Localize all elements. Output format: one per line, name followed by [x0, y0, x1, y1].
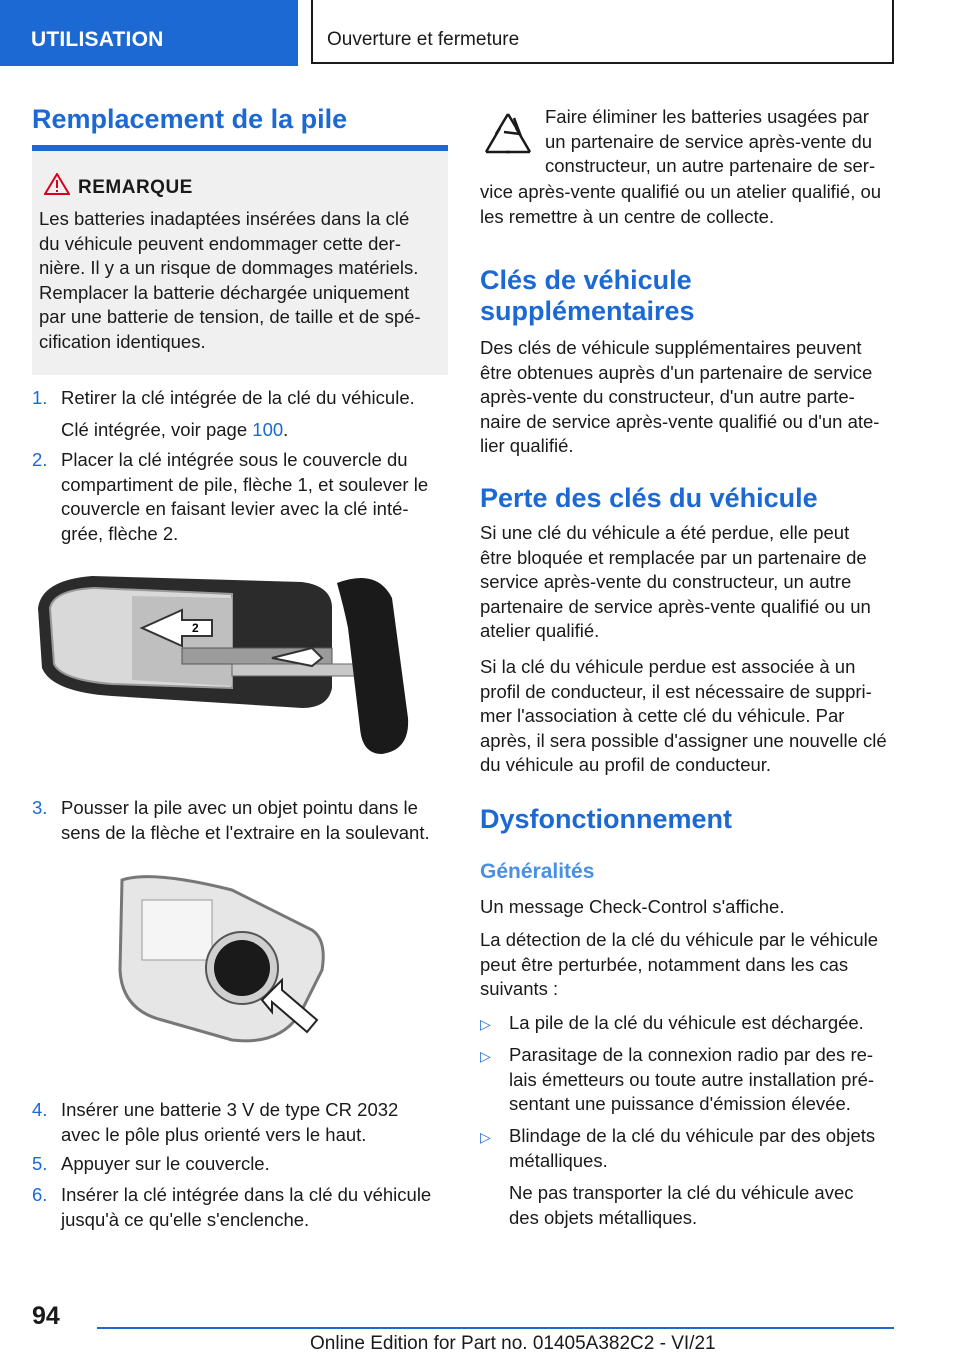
- key-opening-illustration: [32, 568, 422, 763]
- step-line: Appuyer sur le couvercle.: [61, 1153, 270, 1174]
- general-text-2: [480, 928, 900, 1002]
- recycle-line: constructeur, un autre partenaire de ser-: [545, 155, 876, 176]
- keys-line: lier qualifié.: [480, 435, 574, 456]
- step-line: avec le pôle plus orienté vers le haut.: [61, 1123, 367, 1145]
- step-line: Pousser la pile avec un objet pointu dans le: [61, 797, 418, 818]
- step-text: [61, 386, 415, 442]
- bullet-line: sentant une puissance d'émission élevée.: [509, 1093, 851, 1114]
- step-number: 2.: [32, 449, 48, 470]
- step-number: 3.: [32, 797, 48, 818]
- svg-text:2: 2: [192, 621, 199, 635]
- step-text: [61, 1098, 398, 1147]
- bullet-line: lais émetteurs ou toute autre installation pré-: [509, 1068, 875, 1090]
- loss-line: partenaire de service après-vente qualifié ou un: [480, 595, 871, 617]
- step-line: Insérer la clé intégrée dans la clé du véhicule: [61, 1184, 432, 1205]
- battery-removal-illustration: [112, 870, 332, 1055]
- recycle-line: un partenaire de service après-vente du: [545, 130, 873, 152]
- loss-line: service après-vente du constructeur, un autre: [480, 571, 852, 592]
- warning-icon: [44, 173, 70, 200]
- notice-line: nière. Il y a un risque de dommages matériels.: [39, 257, 419, 278]
- step-line: grée, flèche 2.: [61, 522, 179, 544]
- step-text: [61, 1152, 270, 1177]
- bullet-text: [509, 1043, 904, 1117]
- recycle-line: Faire éliminer les batteries usagées par: [545, 106, 869, 127]
- step-text: [61, 448, 428, 546]
- section-label: UTILISATION: [31, 28, 164, 51]
- step-number: 1.: [32, 387, 48, 408]
- triangle-bullet-icon: ▷: [480, 1016, 491, 1032]
- section-tab: [0, 0, 298, 66]
- keys-line: naire de service après-vente qualifié ou d'un ate-: [480, 410, 880, 432]
- step-line: sens de la flèche et l'extraire en la soulevant.: [61, 821, 430, 843]
- keys-line: Des clés de véhicule supplémentaires peuvent: [480, 337, 862, 358]
- notice-line: Les batteries inadaptées insérées dans la clé: [39, 208, 410, 229]
- step-text: [61, 796, 430, 845]
- loss-line: mer l'association à cette clé du véhicule. Par: [480, 705, 845, 726]
- step-line: Insérer une batterie 3 V de type CR 2032: [61, 1099, 399, 1120]
- bullet-text: [509, 1124, 904, 1230]
- edition-text: Online Edition for Part no. 01405A382C2 - VI/21: [310, 1333, 716, 1354]
- page-link[interactable]: 100: [252, 418, 284, 440]
- general-line: peut être perturbée, notamment dans les cas: [480, 953, 849, 975]
- step-line: Retirer la clé intégrée de la clé du véhicule.: [61, 387, 415, 408]
- triangle-bullet-icon: ▷: [480, 1048, 491, 1064]
- step-line: compartiment de pile, flèche 1, et soulever le: [61, 473, 429, 495]
- loss-text-2: [480, 655, 900, 778]
- bullet-line: Parasitage de la connexion radio par des re-: [509, 1044, 874, 1065]
- notice-title: REMARQUE: [78, 177, 193, 198]
- step-number: 4.: [32, 1099, 48, 1120]
- malfunction-title: Dysfonctionnement: [480, 804, 733, 834]
- recycle-text: [545, 105, 905, 179]
- loss-line: profil de conducteur, il est nécessaire de suppri-: [480, 680, 872, 702]
- notice-line: du véhicule peuvent endommager cette der-: [39, 232, 401, 254]
- bullet-line: Blindage de la clé du véhicule par des objets: [509, 1125, 876, 1146]
- ref-text: Clé intégrée, voir page: [61, 418, 253, 440]
- keys-text: [480, 336, 900, 459]
- chapter-label: Ouverture et fermeture: [327, 29, 520, 50]
- loss-text-1: [480, 521, 900, 644]
- step-line: couvercle en faisant levier avec la clé inté-: [61, 498, 409, 519]
- loss-line: Si la clé du véhicule perdue est associée à un: [480, 656, 856, 677]
- bullet-text: [509, 1011, 904, 1036]
- bullet-note-line: Ne pas transporter la clé du véhicule avec: [509, 1182, 854, 1203]
- notice-box: [32, 145, 448, 375]
- general-text-1: Un message Check-Control s'affiche.: [480, 896, 785, 917]
- loss-line: être bloquée et remplacée par un partenaire de: [480, 546, 867, 568]
- page-header: [0, 0, 960, 66]
- recycle-line: les remettre à un centre de collecte.: [480, 205, 775, 227]
- general-line: suivants :: [480, 978, 559, 999]
- step-line: jusqu'à ce qu'elle s'enclenche.: [61, 1208, 310, 1230]
- step-number: 6.: [32, 1184, 48, 1205]
- loss-line: du véhicule au profil de conducteur.: [480, 754, 772, 775]
- step-line: Placer la clé intégrée sous le couvercle du: [61, 449, 408, 470]
- loss-line: après, il sera possible d'assigner une nouvelle clé: [480, 729, 887, 751]
- chapter-tab: [311, 0, 894, 64]
- bullet-line: La pile de la clé du véhicule est déchargée.: [509, 1012, 864, 1033]
- bullet-note: [509, 1181, 904, 1230]
- general-line: La détection de la clé du véhicule par le véhicule: [480, 929, 879, 950]
- keys-line: être obtenues auprès d'un partenaire de service: [480, 361, 873, 383]
- bullet-line: métalliques.: [509, 1149, 608, 1171]
- keys-line: après-vente du constructeur, d'un autre parte-: [480, 386, 855, 407]
- step-number: 5.: [32, 1153, 48, 1174]
- notice-text: [39, 207, 441, 354]
- recycle-continuation: [480, 180, 900, 229]
- triangle-bullet-icon: ▷: [480, 1129, 491, 1145]
- notice-line: par une batterie de tension, de taille et de spé-: [39, 306, 421, 327]
- page-number: 94: [32, 1302, 60, 1330]
- notice-line: cification identiques.: [39, 330, 206, 352]
- general-subtitle: Généralités: [480, 860, 595, 883]
- bullet-note-line: des objets métalliques.: [509, 1206, 698, 1228]
- footer-divider: [97, 1327, 894, 1329]
- step-reference: [61, 418, 415, 443]
- loss-title: Perte des clés du véhicule: [480, 483, 818, 513]
- keys-title-line: supplémentaires: [480, 296, 695, 326]
- keys-title-line: Clés de véhicule: [480, 265, 692, 295]
- notice-line: Remplacer la batterie déchargée uniquement: [39, 281, 410, 303]
- loss-line: Si une clé du véhicule a été perdue, elle peut: [480, 522, 850, 543]
- recycle-line: vice après-vente qualifié ou un atelier qualifié, ou: [480, 181, 882, 202]
- keys-title: [480, 265, 695, 327]
- ref-suffix: .: [283, 418, 289, 440]
- section-title: Remplacement de la pile: [32, 104, 348, 134]
- recycle-icon: [480, 108, 536, 169]
- loss-line: atelier qualifié.: [480, 620, 600, 641]
- step-text: [61, 1183, 431, 1232]
